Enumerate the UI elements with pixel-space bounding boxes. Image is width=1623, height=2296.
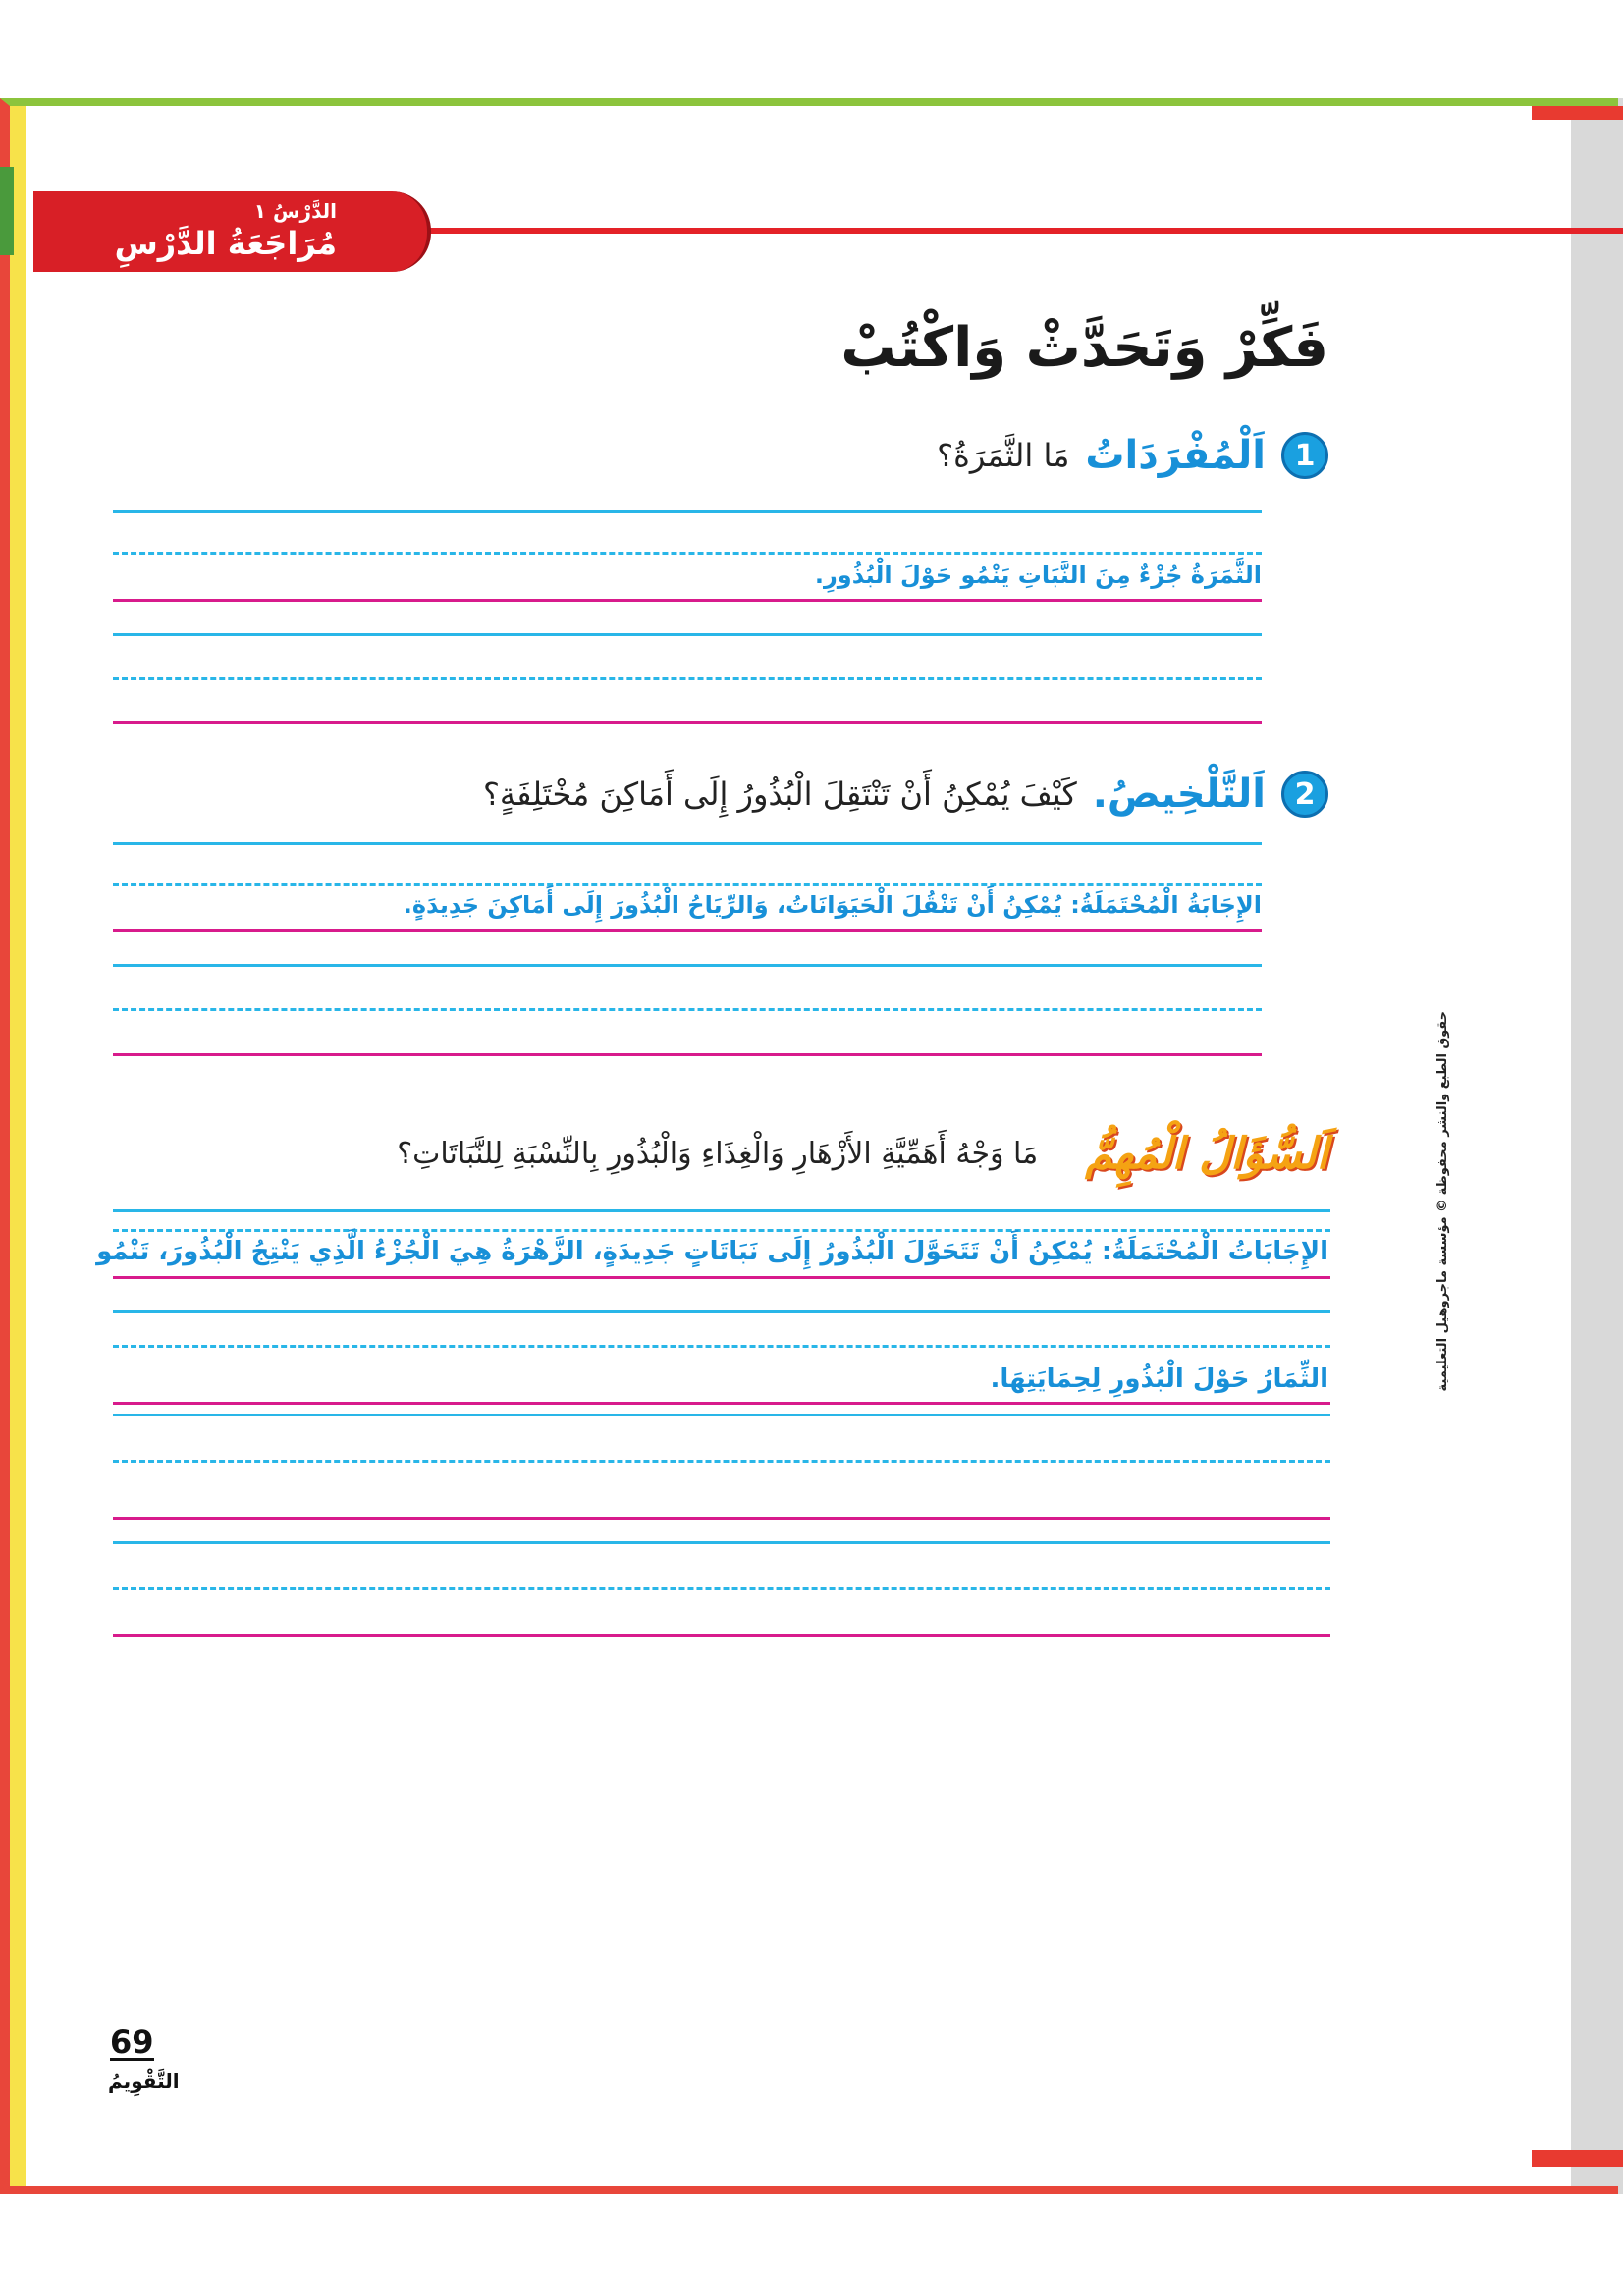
- page-edge-bottom-accent: [1532, 2150, 1623, 2167]
- writing-line: [113, 1345, 1330, 1348]
- lesson-title: مُرَاجَعَةُ الدَّرْسِ: [114, 225, 337, 262]
- writing-line: [113, 552, 1262, 555]
- answer-text[interactable]: الثَّمَرَةُ جُزْءٌ مِنَ النَّبَاتِ يَنْمُو حَوْلَ الْبُذُورِ.: [814, 561, 1262, 589]
- writing-line: [113, 510, 1262, 513]
- header-rule: [422, 228, 1623, 234]
- writing-line: [113, 677, 1262, 680]
- page-spine-accent: [0, 167, 14, 255]
- question-text: كَيْفَ يُمْكِنُ أَنْ تَنْتَقِلَ الْبُذُورُ إِلَى أَمَاكِنَ مُخْتَلِفَةٍ؟: [482, 775, 1077, 813]
- question-number-badge: 2: [1281, 771, 1328, 818]
- writing-line: [113, 1276, 1330, 1279]
- question-number-badge: 1: [1281, 432, 1328, 479]
- page-spine-stripe: [10, 106, 26, 2186]
- writing-line: [113, 1008, 1262, 1011]
- writing-line: [113, 1053, 1262, 1056]
- page-edge-top-accent: [1532, 106, 1623, 120]
- writing-line: [113, 1634, 1330, 1637]
- writing-line: [113, 842, 1262, 845]
- question-1: [937, 432, 1328, 479]
- writing-line: [113, 1229, 1330, 1232]
- writing-line: [113, 1541, 1330, 1544]
- writing-line: [113, 929, 1262, 932]
- writing-line: [113, 599, 1262, 602]
- section-label: التَّقْوِيمُ: [108, 2069, 180, 2093]
- lesson-number: الدَّرْسُ ١: [253, 199, 337, 223]
- writing-line: [113, 721, 1262, 724]
- question-text: مَا الثَّمَرَةُ؟: [937, 437, 1070, 474]
- writing-line: [113, 1402, 1330, 1405]
- big-question-label: اَلسُّؤَالُ الْمُهِمُّ: [1085, 1129, 1328, 1179]
- writing-line: [113, 1310, 1330, 1313]
- writing-line: [113, 964, 1262, 967]
- question-2: [483, 771, 1328, 818]
- page-number: 69: [110, 2023, 154, 2060]
- question-label: اَلتَّلْخِيصُ.: [1092, 772, 1266, 817]
- writing-line: [113, 1460, 1330, 1463]
- writing-line: [113, 633, 1262, 636]
- writing-line: [113, 1517, 1330, 1520]
- answer-text[interactable]: الإِجَابَةُ الْمُحْتَمَلَةُ: يُمْكِنُ أَنْ تَنْقُلَ الْحَيَوَانَاتُ، وَالرِّيَاحُ الْبُذُورَ إِلَى أَمَاكِنَ جَدِيدَةٍ.: [403, 891, 1262, 919]
- question-label: اَلْمُفْرَدَاتُ: [1085, 433, 1266, 478]
- copyright-note: حقوق الطبع والنشر محفوظة © مؤسسة ماجروهيل التعليمية: [1435, 1011, 1450, 1392]
- big-question-text: مَا وَجْهُ أَهَمِّيَّةِ الأَزْهَارِ وَالْغِذَاءِ وَالْبُذُورِ بِالنِّسْبَةِ لِلنَّبَاتَاتِ؟: [397, 1137, 1039, 1171]
- writing-line: [113, 1587, 1330, 1590]
- big-question: [397, 1129, 1328, 1179]
- page-title: فَكِّرْ وَتَحَدَّثْ وَاكْتُبْ: [840, 316, 1328, 380]
- writing-line: [113, 1209, 1330, 1212]
- answer-text[interactable]: الإِجَابَاتُ الْمُحْتَمَلَةُ: يُمْكِنُ أَنْ تَتَحَوَّلَ الْبُذُورُ إِلَى نَبَاتَاتٍ جَدِيدَةٍ، الزَّهْرَةُ هِيَ الْجُزْءُ الَّذِي يَنْتِجُ الْبُذُورَ، تَنْمُو: [96, 1237, 1328, 1266]
- lesson-tab: [33, 191, 431, 272]
- writing-line: [113, 1414, 1330, 1416]
- answer-text[interactable]: الثِّمَارُ حَوْلَ الْبُذُورِ لِحِمَايَتِهَا.: [990, 1364, 1328, 1394]
- writing-line: [113, 883, 1262, 886]
